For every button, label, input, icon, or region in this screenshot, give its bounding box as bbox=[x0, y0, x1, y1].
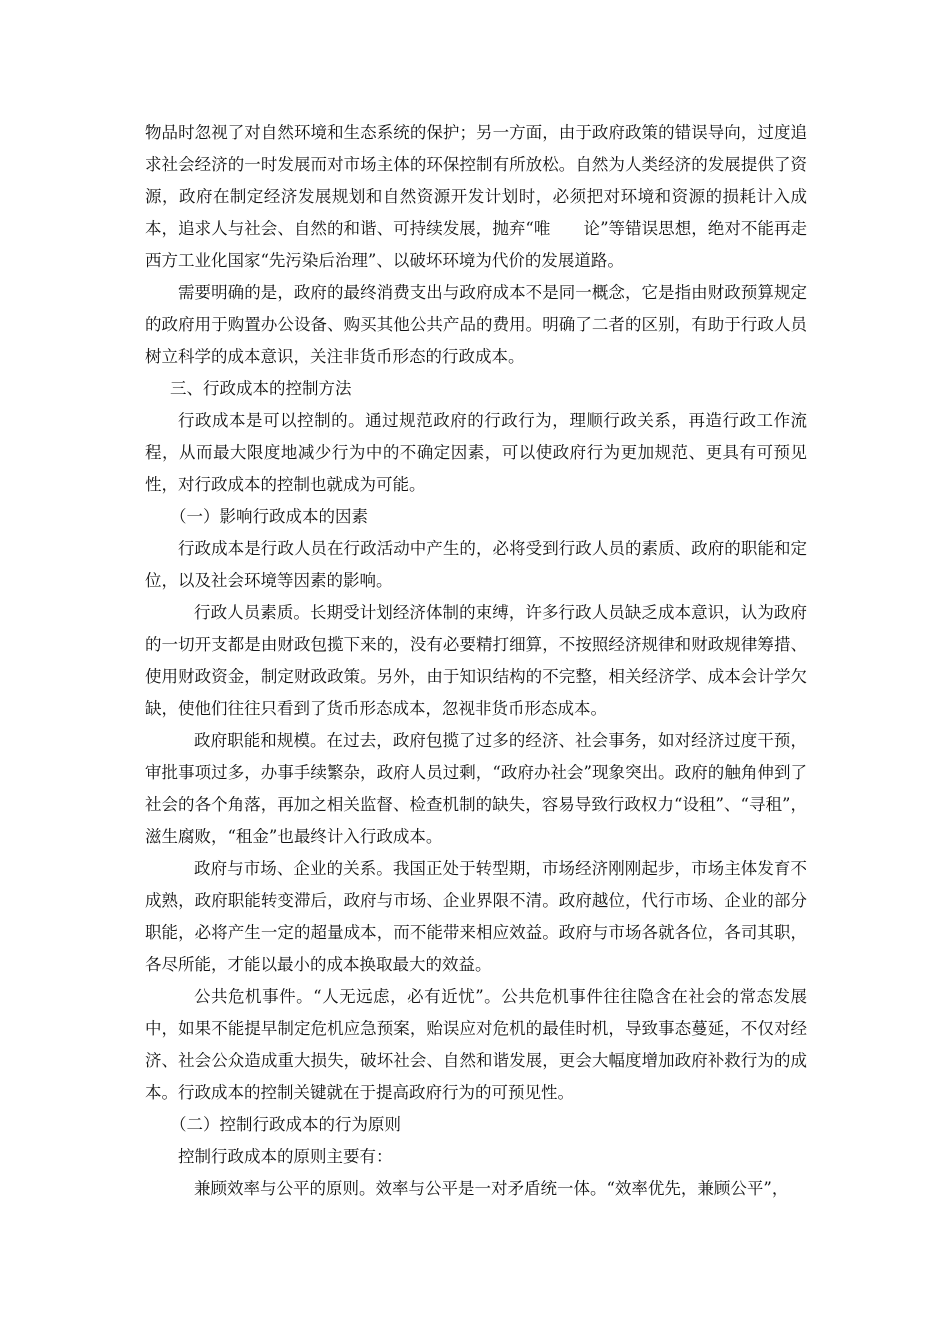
paragraph-government-functions: 政府职能和规模。在过去，政府包揽了过多的经济、社会事务，如对经济过度干预，审批事项过多，办事手续繁杂，政府人员过剩，“政府办社会”现象突出。政府的触角伸到了社会的各个角落，再加之相关监督、检查机制的缺失，容易导致行政权力“设租”、“寻租”，滋生腐败，“租金”也最终计入行政成本。 bbox=[145, 731, 807, 846]
paragraph-public-crisis: 公共危机事件。“人无远虑，必有近忧”。公共危机事件往往隐含在社会的常态发展中，如果不能提早制定危机应急预案，贻误应对危机的最佳时机，导致事态蔓延，不仅对经济、社会公众造成重大损失，破坏社会、自然和谐发展，更会大幅度增加政府补救行为的成本。行政成本的控制关键就在于提高政府行为的可预见性。 bbox=[145, 987, 807, 1102]
paragraph-factors-intro: 行政成本是行政人员在行政活动中产生的，必将受到行政人员的素质、政府的职能和定位，以及社会环境等因素的影响。 bbox=[145, 539, 807, 590]
paragraph-principles-intro: 控制行政成本的原则主要有： bbox=[178, 1147, 393, 1166]
paragraph-environment-continuation: 物品时忽视了对自然环境和生态系统的保护；另一方面，由于政府政策的错误导向，过度追求社会经济的一时发展而对市场主体的环保控制有所放松。自然为人类经济的发展提供了资源，政府在制定经济发展规划和自然资源开发计划时，必须把对环境和资源的损耗计入成本，追求人与社会、自然的和谐、可持续发展，抛弃“唯 论”等错误思想，绝对不能再走西方工业化国家“先污染后治理”、以破坏环境为代价的发展道路。 bbox=[145, 123, 807, 270]
paragraph-efficiency-fairness: 兼顾效率与公平的原则。效率与公平是一对矛盾统一体。“效率优先，兼顾公平”， bbox=[194, 1179, 789, 1198]
paragraph-government-market: 政府与市场、企业的关系。我国正处于转型期，市场经济刚刚起步，市场主体发育不成熟，政府职能转变滞后，政府与市场、企业界限不清。政府越位，代行市场、企业的部分职能，必将产生一定的超量成本，而不能带来相应效益。政府与市场各就各位，各司其职，各尽所能，才能以最小的成本换取最大的效益。 bbox=[145, 859, 807, 974]
subsection-heading-factors: （一）影响行政成本的因素 bbox=[170, 507, 368, 526]
paragraph-cost-controllable: 行政成本是可以控制的。通过规范政府的行政行为，理顺行政关系，再造行政工作流程，从而最大限度地减少行为中的不确定因素，可以使政府行为更加规范、更具有可预见性，对行政成本的控制也就成为可能。 bbox=[145, 411, 807, 494]
paragraph-staff-quality: 行政人员素质。长期受计划经济体制的束缚，许多行政人员缺乏成本意识，认为政府的一切开支都是由财政包揽下来的，没有必要精打细算，不按照经济规律和财政规律筹措、使用财政资金，制定财政政策。另外，由于知识结构的不完整，相关经济学、成本会计学欠缺，使他们往往只看到了货币形态成本，忽视非货币形态成本。 bbox=[145, 603, 807, 718]
subsection-heading-principles: （二）控制行政成本的行为原则 bbox=[170, 1115, 401, 1134]
section-heading-control-methods: 三、行政成本的控制方法 bbox=[170, 379, 352, 398]
paragraph-consumption-expenditure: 需要明确的是，政府的最终消费支出与政府成本不是同一概念，它是指由财政预算规定的政府用于购置办公设备、购买其他公共产品的费用。明确了二者的区别，有助于行政人员树立科学的成本意识，关注非货币形态的行政成本。 bbox=[145, 283, 807, 366]
document-page bbox=[145, 117, 807, 1205]
